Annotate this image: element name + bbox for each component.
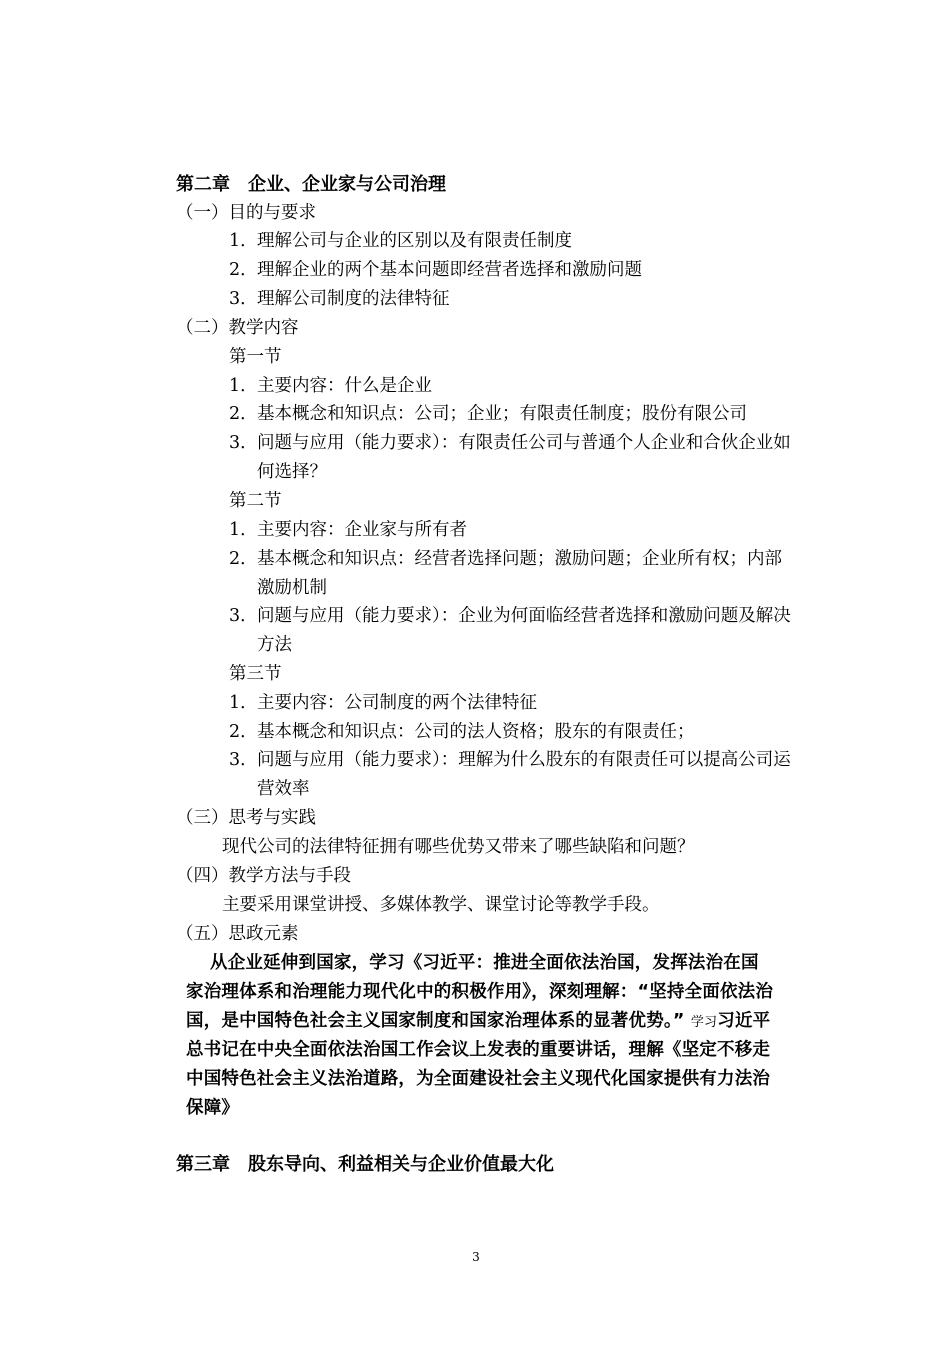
item-continuation: 方法 (257, 635, 292, 655)
page-number: 3 (472, 1250, 480, 1264)
ideology-text: 国，是中国特色社会主义国家制度和国家治理体系的显著优势。” (186, 1011, 685, 1031)
item-number: 2． (229, 404, 258, 424)
item-number: 1． (229, 231, 258, 251)
item-number: 1． (229, 520, 258, 540)
item-text: 基本概念和知识点：公司；企业；有限责任制度；股份有限公司 (257, 404, 747, 424)
paragraph: 现代公司的法律特征拥有哪些优势又带来了哪些缺陷和问题？ (222, 837, 695, 857)
item-text: 问题与应用（能力要求）：企业为何面临经营者选择和激励问题及解决 (257, 606, 791, 626)
item-continuation: 营效率 (257, 779, 310, 799)
ideology-text-end: 习近平 (717, 1011, 771, 1031)
chapter-3-title: 第三章 股东导向、利益相关与企业价值最大化 (176, 1154, 554, 1175)
item-text: 理解公司与企业的区别以及有限责任制度 (257, 231, 572, 251)
list-item (229, 746, 791, 775)
item-text: 基本概念和知识点：公司的法人资格；股东的有限责任； (257, 722, 695, 742)
item-text: 理解公司制度的法律特征 (257, 289, 450, 309)
list-item (229, 545, 782, 574)
list-item (229, 602, 791, 631)
list-item (229, 516, 467, 545)
section-heading-1: （一）目的与要求 (176, 203, 316, 223)
item-text: 问题与应用（能力要求）：理解为什么股东的有限责任可以提高公司运 (257, 750, 791, 770)
ideology-paragraph-line: 总书记在中央全面依法治国工作会议上发表的重要讲话，理解《坚定不移走 (186, 1040, 771, 1060)
list-item (229, 256, 642, 285)
item-text: 主要内容：企业家与所有者 (257, 520, 467, 540)
item-number: 2． (229, 549, 258, 569)
subsection-title: 第一节 (229, 347, 282, 367)
item-number: 3． (229, 289, 258, 309)
chapter-2-title: 第二章 企业、企业家与公司治理 (176, 174, 446, 195)
section-heading-4: （四）教学方法与手段 (176, 866, 351, 886)
ideology-paragraph-line (186, 1007, 770, 1037)
list-item (229, 372, 432, 401)
ideology-paragraph-line: 家治理体系和治理能力现代化中的积极作用》，深刻理解：“坚持全面依法治 (186, 982, 774, 1002)
ideology-paragraph-line: 中国特色社会主义法治道路，为全面建设社会主义现代化国家提供有力法治 (186, 1069, 771, 1089)
list-item (229, 429, 791, 458)
ideology-small-text: 学习 (690, 1015, 718, 1030)
list-item (229, 689, 537, 718)
list-item (229, 227, 572, 256)
item-number: 1． (229, 376, 258, 396)
section-heading-2: （二）教学内容 (176, 318, 299, 338)
item-text: 主要内容：什么是企业 (257, 376, 432, 396)
item-number: 2． (229, 722, 258, 742)
section-heading-5: （五）思政元素 (176, 924, 299, 944)
section-heading-3: （三）思考与实践 (176, 808, 316, 828)
item-continuation: 激励机制 (257, 578, 327, 598)
item-text: 基本概念和知识点：经营者选择问题；激励问题；企业所有权；内部 (257, 549, 782, 569)
subsection-title: 第三节 (229, 664, 282, 684)
item-number: 3． (229, 606, 258, 626)
paragraph: 主要采用课堂讲授、多媒体教学、课堂讨论等教学手段。 (222, 895, 660, 915)
list-item (229, 285, 450, 314)
item-number: 3． (229, 750, 258, 770)
ideology-paragraph-line: 保障》 (186, 1098, 240, 1118)
list-item (229, 400, 747, 429)
item-continuation: 何选择？ (257, 462, 327, 482)
item-text: 问题与应用（能力要求）：有限责任公司与普通个人企业和合伙企业如 (257, 433, 791, 453)
subsection-title: 第二节 (229, 491, 282, 511)
item-number: 3． (229, 433, 258, 453)
list-item (229, 718, 695, 747)
item-text: 理解企业的两个基本问题即经营者选择和激励问题 (257, 260, 642, 280)
item-number: 2． (229, 260, 258, 280)
item-number: 1． (229, 693, 258, 713)
item-text: 主要内容：公司制度的两个法律特征 (257, 693, 537, 713)
ideology-paragraph-line: 从企业延伸到国家，学习《习近平：推进全面依法治国，发挥法治在国 (210, 953, 759, 973)
